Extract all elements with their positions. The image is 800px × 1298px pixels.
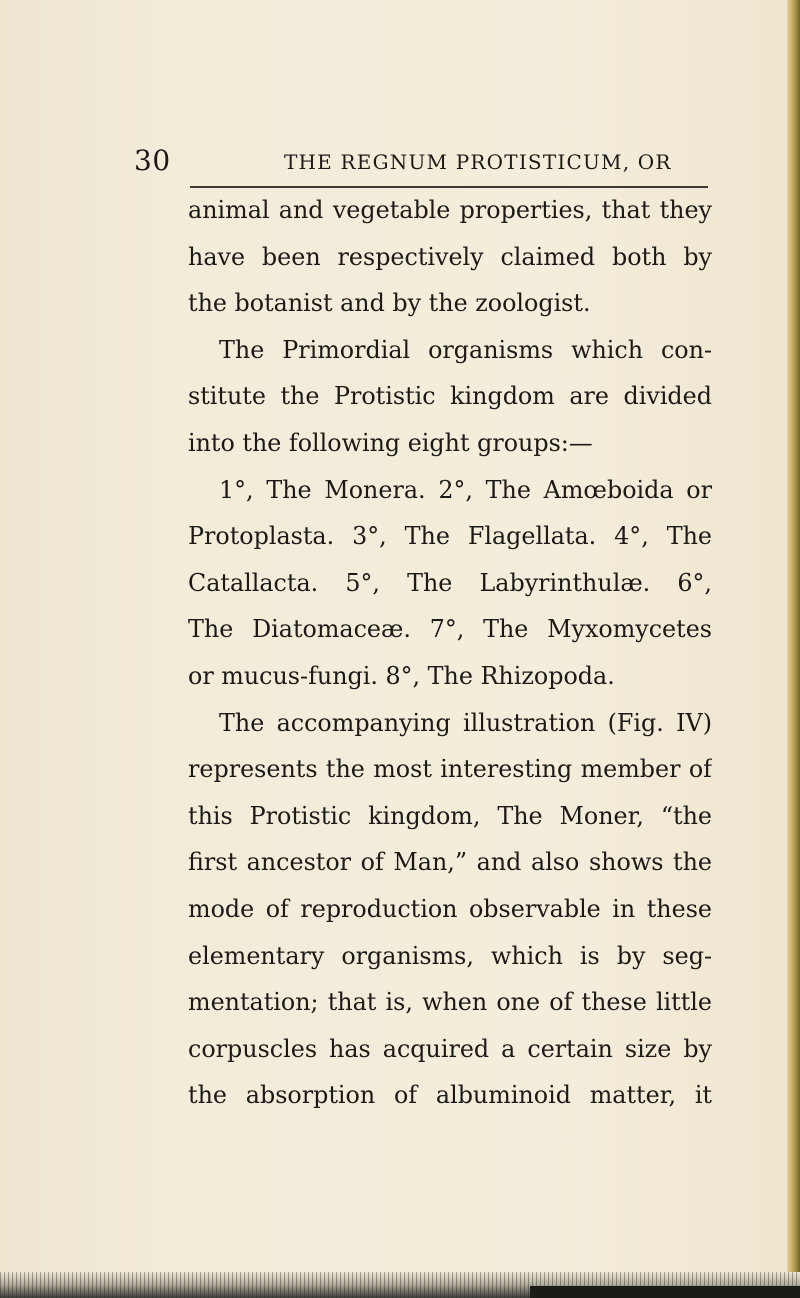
bottom-edge-strip: [0, 1272, 800, 1298]
text-line: Protoplasta. 3°, The Flagellata. 4°, The: [188, 522, 712, 551]
text-line: The accompanying illustration (Fig. IV): [219, 708, 712, 737]
text-line: mode of reproduction observable in these: [188, 894, 712, 923]
page-header: [122, 144, 712, 182]
text-line: the absorption of albuminoid matter, it: [188, 1081, 712, 1110]
text-line: or mucus-fungi. 8°, The Rhizopoda.: [188, 661, 615, 690]
page-edge: [787, 0, 800, 1298]
text-line: elementary organisms, which is by seg-: [188, 941, 712, 970]
text-line: Catallacta. 5°, The Labyrinthulæ. 6°,: [188, 568, 712, 597]
page-number: 30: [134, 144, 171, 177]
text-line: mentation; that is, when one of these little: [188, 988, 712, 1017]
text-line: The Primordial organisms which con-: [219, 335, 712, 364]
text-line: first ancestor of Man,” and also shows the: [188, 848, 712, 877]
text-line: 1°, The Monera. 2°, The Amœboida or: [219, 475, 712, 504]
running-title: THE REGNUM PROTISTICUM, OR: [284, 150, 672, 174]
text-line: The Diatomaceæ. 7°, The Myxomycetes: [188, 615, 712, 644]
text-line: the botanist and by the zoologist.: [188, 289, 591, 318]
text-line: stitute the Protistic kingdom are divided: [188, 382, 712, 411]
body-text: [188, 187, 712, 1119]
text-line: corpuscles has acquired a certain size by: [188, 1034, 712, 1063]
text-line: have been respectively claimed both by: [188, 242, 712, 271]
text-line: animal and vegetable properties, that they: [188, 196, 712, 224]
text-line: into the following eight groups:—: [188, 428, 593, 457]
text-line: this Protistic kingdom, The Moner, “the: [188, 801, 712, 830]
text-line: represents the most interesting member of: [188, 755, 712, 784]
